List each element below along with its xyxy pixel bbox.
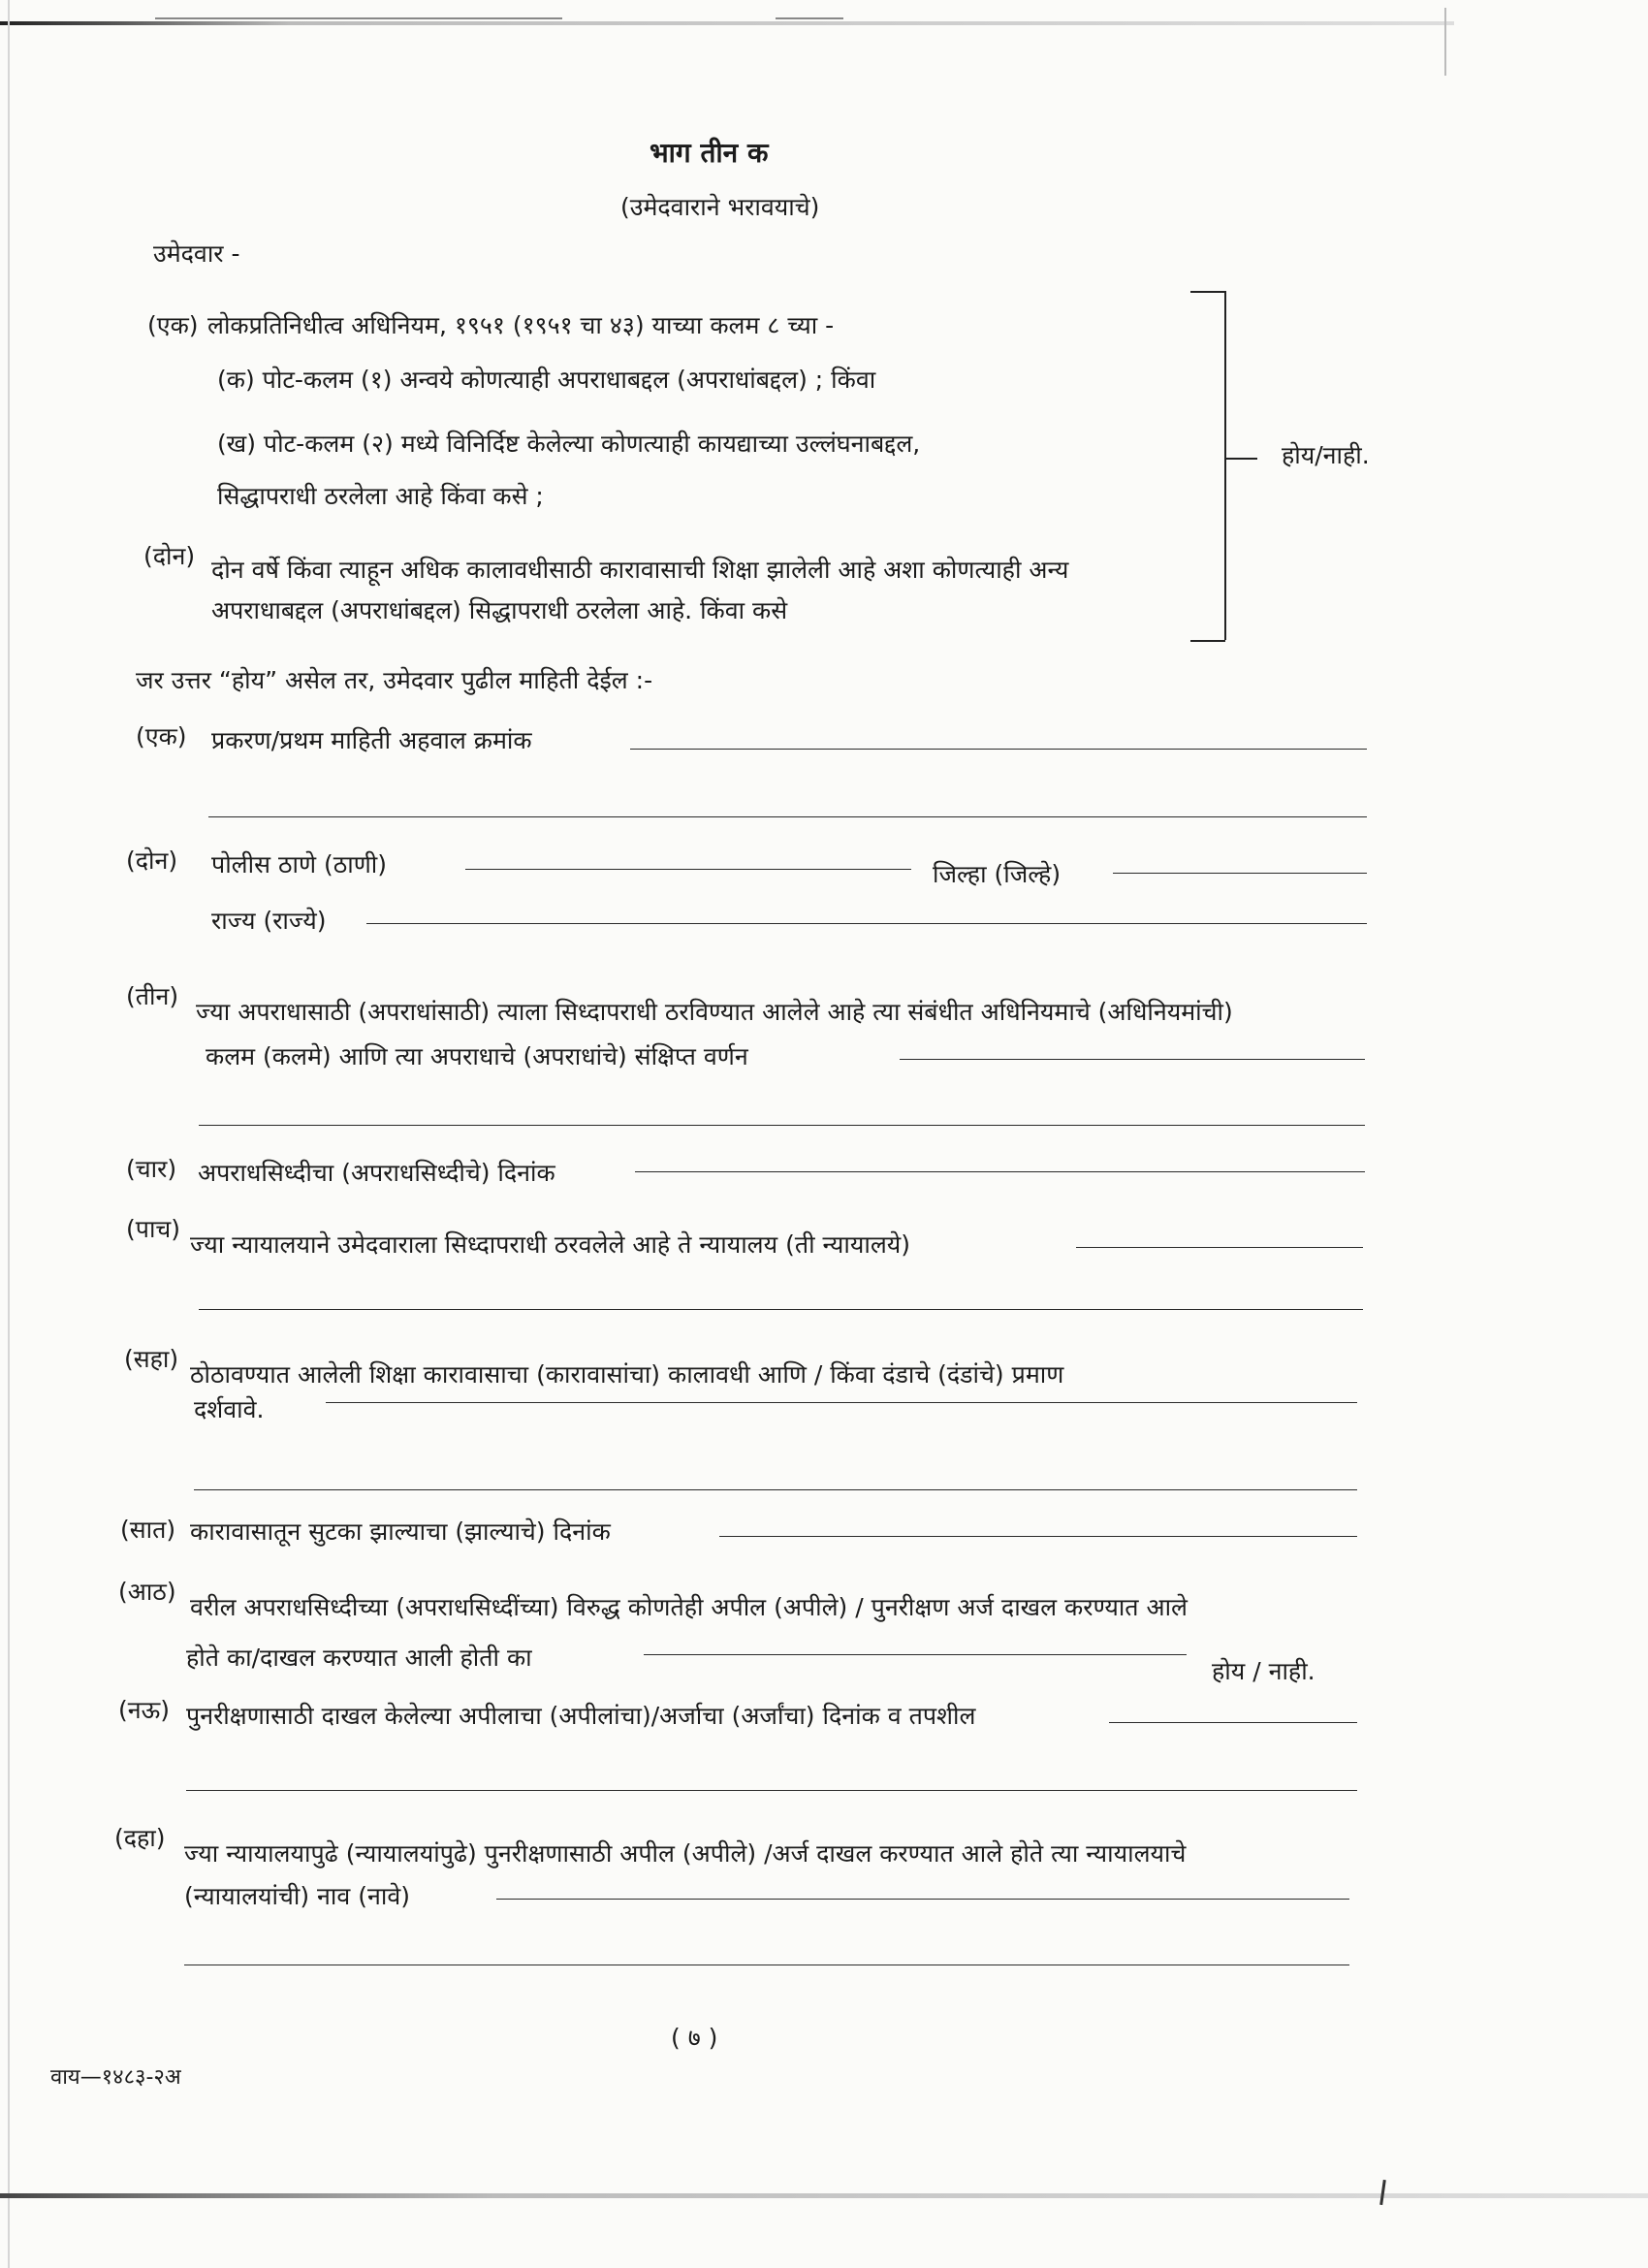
- item-9-fill-line[interactable]: [1109, 1722, 1357, 1723]
- brace-bottom: [1190, 640, 1225, 642]
- release-date-fill-line[interactable]: [719, 1536, 1357, 1537]
- brace-top: [1190, 291, 1225, 293]
- item-2-number: (दोन): [126, 847, 178, 875]
- item-6-line-2: दर्शवावे.: [194, 1395, 265, 1423]
- item-8-line-2: होते का/दाखल करण्यात आली होती का: [186, 1644, 532, 1672]
- page-number: ( ७ ): [671, 2024, 718, 2052]
- item-3-number: (तीन): [126, 982, 179, 1010]
- item-1-label: प्रकरण/प्रथम माहिती अहवाल क्रमांक: [211, 726, 532, 754]
- item-5-number: (पाच): [126, 1215, 181, 1243]
- candidate-label: उमेदवार -: [153, 240, 240, 268]
- appeal-filed-fill-line[interactable]: [644, 1654, 1187, 1655]
- item-4-number: (चार): [126, 1155, 177, 1183]
- item-9-fill-line-2[interactable]: [186, 1790, 1357, 1791]
- item-8-line-1: वरील अपराधसिध्दीच्या (अपराधसिध्दींच्या) विरुद्ध कोणतेही अपील (अपीले) / पुनरीक्षण अर्ज दाखल करण्यात आले: [190, 1593, 1188, 1621]
- q1-one-number: (एक): [147, 311, 199, 339]
- item-5-fill-line[interactable]: [1076, 1247, 1363, 1248]
- item-9-label: पुनरीक्षणासाठी दाखल केलेल्या अपीलाचा (अपीलांचा)/अर्जाचा (अर्जांचा) दिनांक व तपशील: [186, 1702, 976, 1730]
- court-name-fill-line[interactable]: [496, 1899, 1349, 1900]
- q1-two-text-1: दोन वर्षे किंवा त्याहून अधिक कालावधीसाठी कारावासाची शिक्षा झालेली आहे अशा कोणत्याही अन्य: [211, 556, 1069, 584]
- item-3-line-1: ज्या अपराधासाठी (अपराधांसाठी) त्याला सिध्दापराधी ठरविण्यात आलेले आहे त्या संबंधीत अधिनियमाचे (अधिनियमांची): [196, 998, 1233, 1026]
- brace-pointer: [1224, 458, 1257, 460]
- scan-edge-left: [8, 0, 10, 2268]
- item-5-fill-line-2[interactable]: [199, 1309, 1363, 1310]
- item-6-fill-line[interactable]: [326, 1402, 1357, 1403]
- scan-mark: [1444, 8, 1446, 76]
- item-1-number: (एक): [136, 722, 187, 751]
- item-8-yes-no: होय / नाही.: [1212, 1657, 1315, 1685]
- item-6-number: (सहा): [124, 1345, 179, 1373]
- item-8-number: (आठ): [118, 1578, 176, 1606]
- conviction-date-fill-line[interactable]: [635, 1171, 1365, 1172]
- item-2-label: पोलीस ठाणे (ठाणी): [211, 850, 388, 878]
- item-10-number: (दहा): [114, 1824, 166, 1852]
- q1-ka-text: (क) पोट-कलम (१) अन्वये कोणत्याही अपराधाबद्दल (अपराधांबद्दल) ; किंवा: [217, 366, 876, 394]
- item-1-fill-line-2[interactable]: [208, 816, 1367, 817]
- item-4-label: अपराधसिध्दीचा (अपराधसिध्दीचे) दिनांक: [198, 1159, 555, 1187]
- q1-convicted-text: सिद्धापराधी ठरलेला आहे किंवा कसे ;: [217, 482, 544, 510]
- scan-edge-bottom: [0, 2193, 1648, 2198]
- police-station-fill-line[interactable]: [465, 869, 911, 870]
- item-9-number: (नऊ): [118, 1696, 171, 1724]
- district-fill-line[interactable]: [1113, 873, 1367, 874]
- q1-yes-no: होय/नाही.: [1282, 441, 1370, 469]
- item-7-number: (सात): [120, 1516, 176, 1544]
- item-5-label: ज्या न्यायालयाने उमेदवाराला सिध्दापराधी ठरवलेले आहे ते न्यायालय (ती न्यायालये): [190, 1230, 911, 1259]
- scan-top-rule: [155, 17, 562, 19]
- item-6-line-1: ठोठावण्यात आलेली शिक्षा कारावासाचा (कारावासांचा) कालावधी आणि / किंवा दंडाचे (दंडांचे) प्रमाण: [190, 1360, 1064, 1389]
- item-2-state-label: राज्य (राज्ये): [211, 907, 327, 935]
- state-fill-line[interactable]: [366, 923, 1367, 924]
- brace-vertical: [1224, 291, 1226, 640]
- item-10-line-1: ज्या न्यायालयापुढे (न्यायालयांपुढे) पुनरीक्षणासाठी अपील (अपीले) /अर्ज दाखल करण्यात आले होते त्या न्यायालयाचे: [184, 1839, 1187, 1868]
- item-3-fill-line-2[interactable]: [199, 1125, 1365, 1126]
- form-code: वाय—१४८३-२अ: [50, 2065, 181, 2090]
- scan-top-rule: [776, 17, 843, 19]
- item-6-fill-line-2[interactable]: [194, 1489, 1357, 1490]
- item-10-line-2: (न्यायालयांची) नाव (नावे): [184, 1882, 411, 1910]
- item-3-fill-line[interactable]: [900, 1059, 1365, 1060]
- q1-two-text-2: अपराधाबद्दल (अपराधांबद्दल) सिद्धापराधी ठरलेला आहे. किंवा कसे: [211, 596, 788, 624]
- pen-mark: [1379, 2180, 1386, 2205]
- page-title: भाग तीन क: [650, 137, 769, 169]
- q1-kha-text: (ख) पोट-कलम (२) मध्ये विनिर्दिष्ट केलेल्या कोणत्याही कायद्याच्या उल्लंघनाबद्दल,: [217, 430, 921, 458]
- if-yes-instruction: जर उत्तर “होय” असेल तर, उमेदवार पुढील माहिती देईल :-: [136, 666, 653, 694]
- q1-two-number: (दोन): [143, 542, 196, 570]
- scan-edge-top: [0, 21, 1454, 25]
- page-subtitle: (उमेदवाराने भरावयाचे): [620, 193, 820, 221]
- item-7-label: कारावासातून सुटका झाल्याचा (झाल्याचे) दिनांक: [190, 1517, 611, 1546]
- q1-one-text: लोकप्रतिनिधीत्व अधिनियम, १९५१ (१९५१ चा ४३) याच्या कलम ८ च्या -: [207, 311, 835, 339]
- item-1-fill-line[interactable]: [630, 749, 1367, 750]
- item-3-line-2: कलम (कलमे) आणि त्या अपराधाचे (अपराधांचे) संक्षिप्त वर्णन: [206, 1042, 748, 1070]
- item-2-district-label: जिल्हा (जिल्हे): [933, 860, 1062, 888]
